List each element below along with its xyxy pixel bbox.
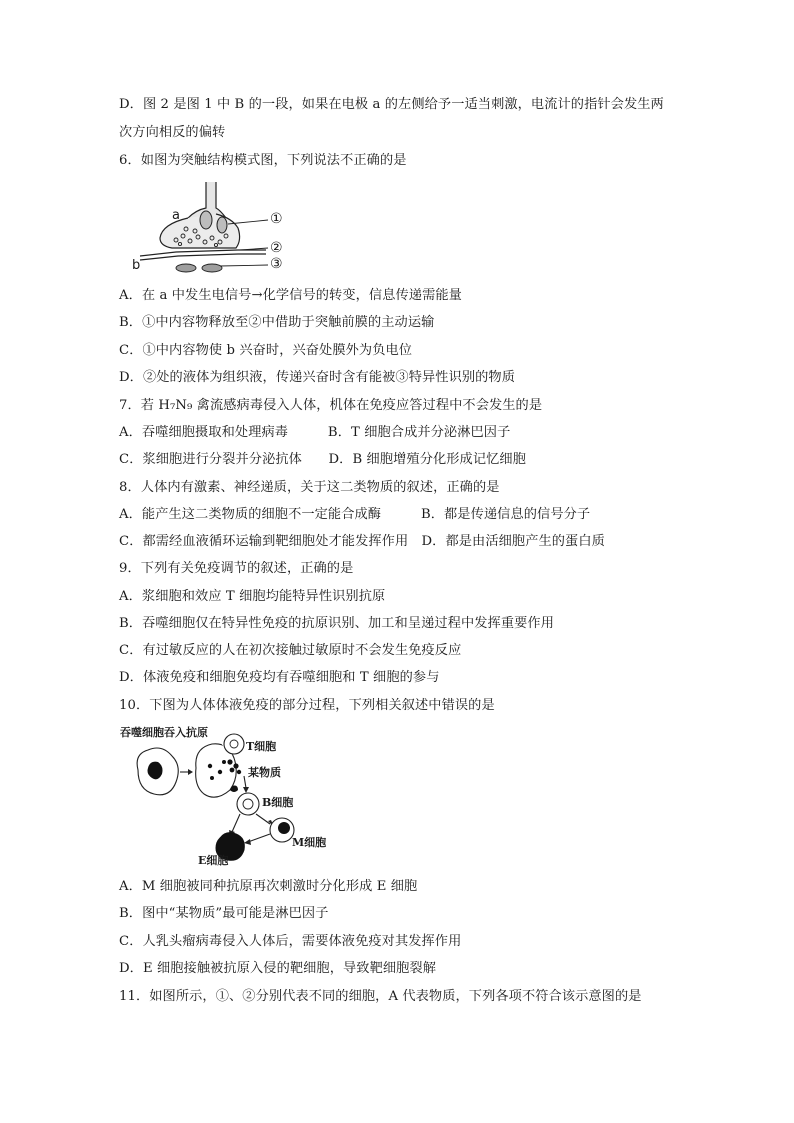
label-b: b: [132, 258, 141, 273]
label-m-cell: M细胞: [292, 836, 327, 849]
q9-option-b: B．吞噬细胞仅在特异性免疫的抗原识别、加工和呈递过程中发挥重要作用: [119, 616, 554, 631]
q9-option-c: C．有过敏反应的人在初次接触过敏原时不会发生免疫反应: [119, 643, 462, 658]
q9-option-a: A．浆细胞和效应 T 细胞均能特异性识别抗原: [119, 589, 386, 604]
synapse-figure: [128, 180, 298, 280]
q6-option-a: A．在 a 中发生电信号→化学信号的转变，信息传递需能量: [119, 288, 462, 303]
humoral-immunity-figure: [120, 720, 350, 870]
q9-stem: 9．下列有关免疫调节的叙述，正确的是: [119, 561, 354, 576]
q8-stem: 8．人体内有激素、神经递质，关于这二类物质的叙述，正确的是: [119, 480, 500, 495]
q10-option-a: A．M 细胞被同种抗原再次刺激时分化形成 E 细胞: [119, 879, 418, 894]
label-phagocyte-engulf: 吞噬细胞吞入抗原: [120, 726, 208, 739]
q11-stem: 11．如图所示，①、②分别代表不同的细胞，A 代表物质，下列各项不符合该示意图的是: [119, 989, 642, 1004]
q10-option-c: C．人乳头瘤病毒侵入人体后，需要体液免疫对其发挥作用: [119, 934, 462, 949]
label-t-cell: T细胞: [246, 740, 277, 753]
label-substance: 某物质: [248, 766, 281, 779]
q6-option-d: D．②处的液体为组织液，传递兴奋时含有能被③特异性识别的物质: [119, 370, 516, 385]
q6-stem: 6．如图为突触结构模式图，下列说法不正确的是: [119, 153, 407, 168]
q7-options-ab: A．吞噬细胞摄取和处理病毒 B．T 细胞合成并分泌淋巴因子: [119, 425, 511, 440]
q8-options-ab: A．能产生这二类物质的细胞不一定能合成酶 B．都是传递信息的信号分子: [119, 507, 591, 522]
label-e-cell: E细胞: [198, 854, 229, 867]
q10-stem: 10．下图为人体体液免疫的部分过程，下列相关叙述中错误的是: [119, 698, 495, 713]
q10-option-b: B．图中“某物质”最可能是淋巴因子: [119, 906, 329, 921]
q7-stem: 7．若 H₇N₉ 禽流感病毒侵入人体，机体在免疫应答过程中不会发生的是: [119, 398, 543, 413]
label-circle-2: ②: [270, 240, 283, 256]
label-circle-3: ③: [270, 256, 283, 272]
q6-option-c: C．①中内容物使 b 兴奋时，兴奋处膜外为负电位: [119, 343, 413, 358]
q5-option-d-line2: 次方向相反的偏转: [119, 125, 226, 140]
q10-option-d: D．E 细胞接触被抗原入侵的靶细胞，导致靶细胞裂解: [119, 961, 437, 976]
q6-option-b: B．①中内容物释放至②中借助于突触前膜的主动运输: [119, 315, 435, 330]
q8-options-cd: C．都需经血液循环运输到靶细胞处才能发挥作用 D．都是由活细胞产生的蛋白质: [119, 534, 605, 549]
label-a: a: [172, 208, 180, 223]
q5-option-d-line1: D．图 2 是图 1 中 B 的一段，如果在电极 a 的左侧给予一适当刺激，电流计的指针会发生两: [119, 97, 664, 112]
q7-options-cd: C．浆细胞进行分裂并分泌抗体 D．B 细胞增殖分化形成记忆细胞: [119, 452, 526, 467]
label-circle-1: ①: [270, 211, 283, 227]
label-b-cell: B细胞: [262, 796, 294, 809]
q9-option-d: D．体液免疫和细胞免疫均有吞噬细胞和 T 细胞的参与: [119, 670, 440, 685]
